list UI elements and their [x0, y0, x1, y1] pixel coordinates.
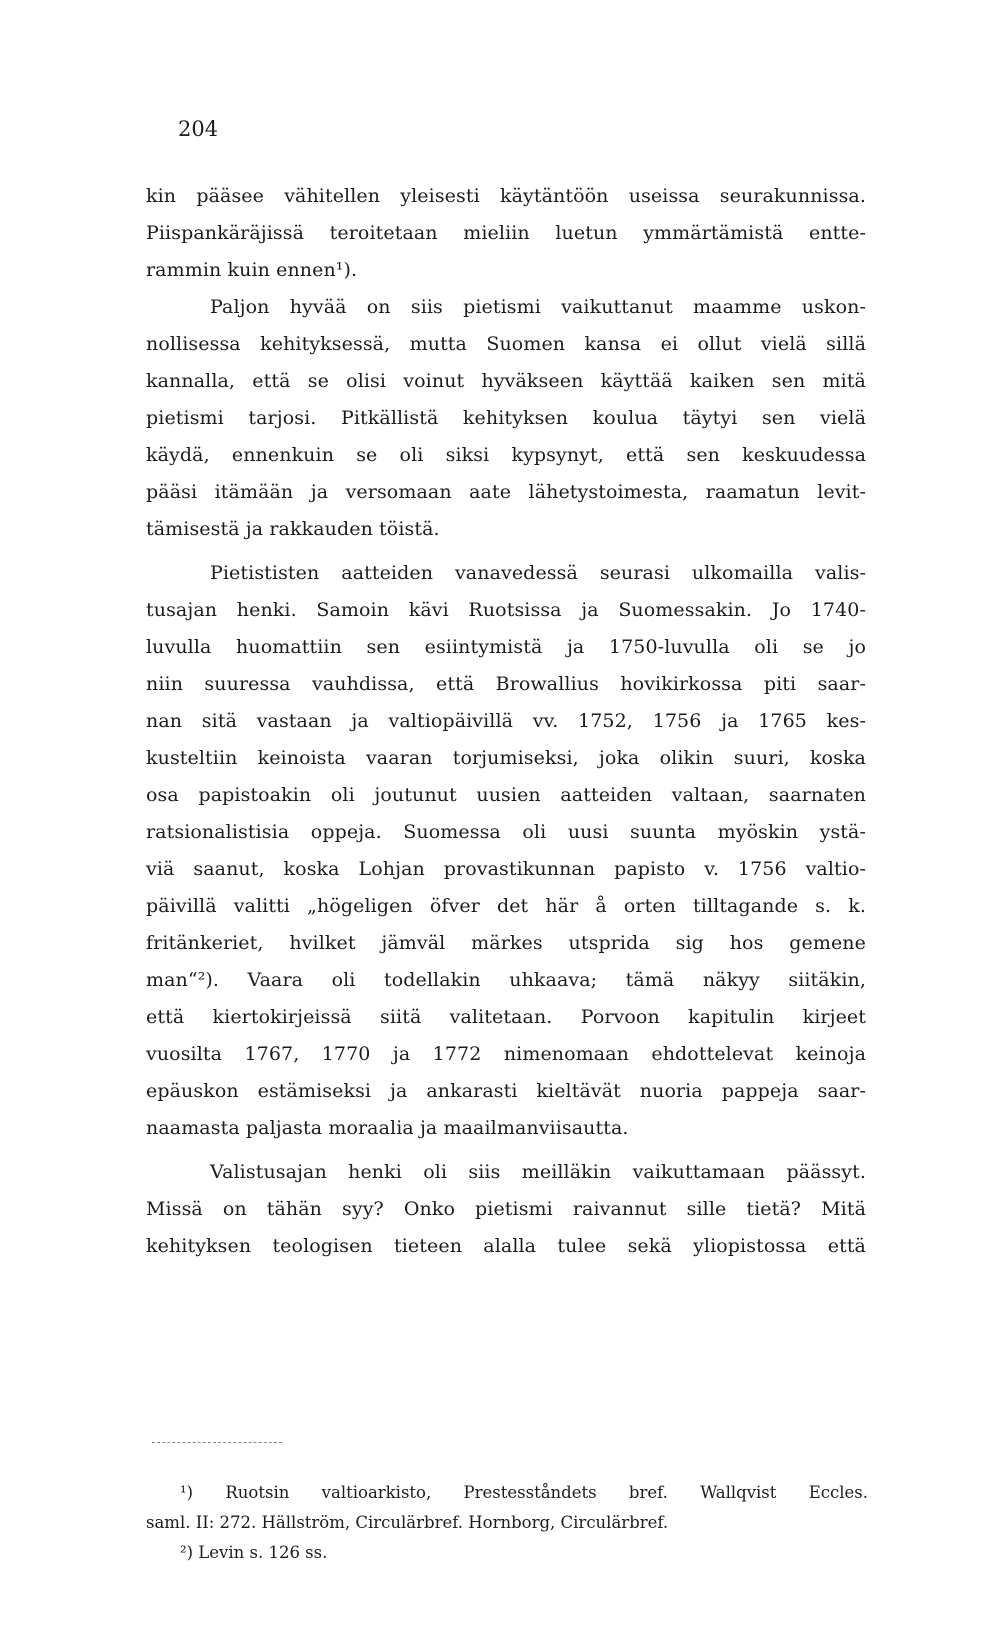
paragraph — [146, 1154, 866, 1265]
text-line: tämisestä ja rakkauden töistä. — [146, 518, 440, 540]
text-line: kannalla, että se olisi voinut hyväkseen käyttää kaiken sen mitä — [146, 370, 866, 392]
body-text — [146, 178, 866, 1265]
text-line: Missä on tähän syy? Onko pietismi raivannut sille tietä? Mitä — [146, 1198, 866, 1220]
text-line: kin pääsee vähitellen yleisesti käytäntöön useissa seurakunnissa. — [146, 185, 866, 207]
paragraph — [146, 289, 866, 548]
text-line: tusajan henki. Samoin kävi Ruotsissa ja Suomessakin. Jo 1740- — [146, 599, 866, 621]
text-line: että kiertokirjeissä siitä valitetaan. Porvoon kapitulin kirjeet — [146, 1006, 866, 1028]
footnote-line: saml. II: 272. Hällström, Circulärbref. Hornborg, Circulärbref. — [146, 1513, 669, 1532]
footnote — [146, 1478, 868, 1538]
text-line: pääsi itämään ja versomaan aate lähetystoimesta, raamatun levit- — [146, 481, 866, 503]
text-line: vuosilta 1767, 1770 ja 1772 nimenomaan ehdottelevat keinoja — [146, 1043, 866, 1065]
text-line: Pietististen aatteiden vanavedessä seurasi ulkomailla valis- — [210, 562, 866, 584]
footnotes — [146, 1478, 868, 1568]
text-line: osa papistoakin oli joutunut uusien aatteiden valtaan, saarnaten — [146, 784, 866, 806]
footnote-separator — [152, 1442, 282, 1443]
text-line: fritänkeriet, hvilket jämväl märkes utsprida sig hos gemene — [146, 932, 866, 954]
page-number: 204 — [178, 117, 219, 141]
text-line: Valistusajan henki oli siis meilläkin vaikuttamaan päässyt. — [210, 1161, 866, 1183]
text-line: naamasta paljasta moraalia ja maailmanviisautta. — [146, 1117, 629, 1139]
footnote — [146, 1538, 868, 1568]
text-line: viä saanut, koska Lohjan provastikunnan papisto v. 1756 valtio- — [146, 858, 866, 880]
text-line: man“²). Vaara oli todellakin uhkaava; tämä näkyy siitäkin, — [146, 969, 866, 991]
text-line: epäuskon estämiseksi ja ankarasti kieltävät nuoria pappeja saar- — [146, 1080, 866, 1102]
text-line: pietismi tarjosi. Pitkällistä kehityksen koulua täytyi sen vielä — [146, 407, 866, 429]
text-line: kehityksen teologisen tieteen alalla tulee sekä yliopistossa että — [146, 1235, 866, 1257]
text-line: päivillä valitti „högeligen öfver det här å orten tilltagande s. k. — [146, 895, 866, 917]
text-line: ratsionalistisia oppeja. Suomessa oli uusi suunta myöskin ystä- — [146, 821, 866, 843]
text-line: luvulla huomattiin sen esiintymistä ja 1750-luvulla oli se jo — [146, 636, 866, 658]
text-line: Piispankäräjissä teroitetaan mieliin luetun ymmärtämistä entte- — [146, 222, 866, 244]
text-line: Paljon hyvää on siis pietismi vaikuttanut maamme uskon- — [210, 296, 866, 318]
footnote-line: ²) Levin s. 126 ss. — [180, 1543, 328, 1562]
paragraph — [146, 555, 866, 1147]
text-line: käydä, ennenkuin se oli siksi kypsynyt, että sen keskuudessa — [146, 444, 866, 466]
text-line: niin suuressa vauhdissa, että Browallius hovikirkossa piti saar- — [146, 673, 866, 695]
text-line: nollisessa kehityksessä, mutta Suomen kansa ei ollut vielä sillä — [146, 333, 866, 355]
footnote-line: ¹) Ruotsin valtioarkisto, Prestesståndets bref. Wallqvist Eccles. — [180, 1483, 868, 1502]
text-line: nan sitä vastaan ja valtiopäivillä vv. 1752, 1756 ja 1765 kes- — [146, 710, 866, 732]
text-line: kusteltiin keinoista vaaran torjumiseksi, joka olikin suuri, koska — [146, 747, 866, 769]
paragraph — [146, 178, 866, 289]
text-line: rammin kuin ennen¹). — [146, 259, 358, 281]
